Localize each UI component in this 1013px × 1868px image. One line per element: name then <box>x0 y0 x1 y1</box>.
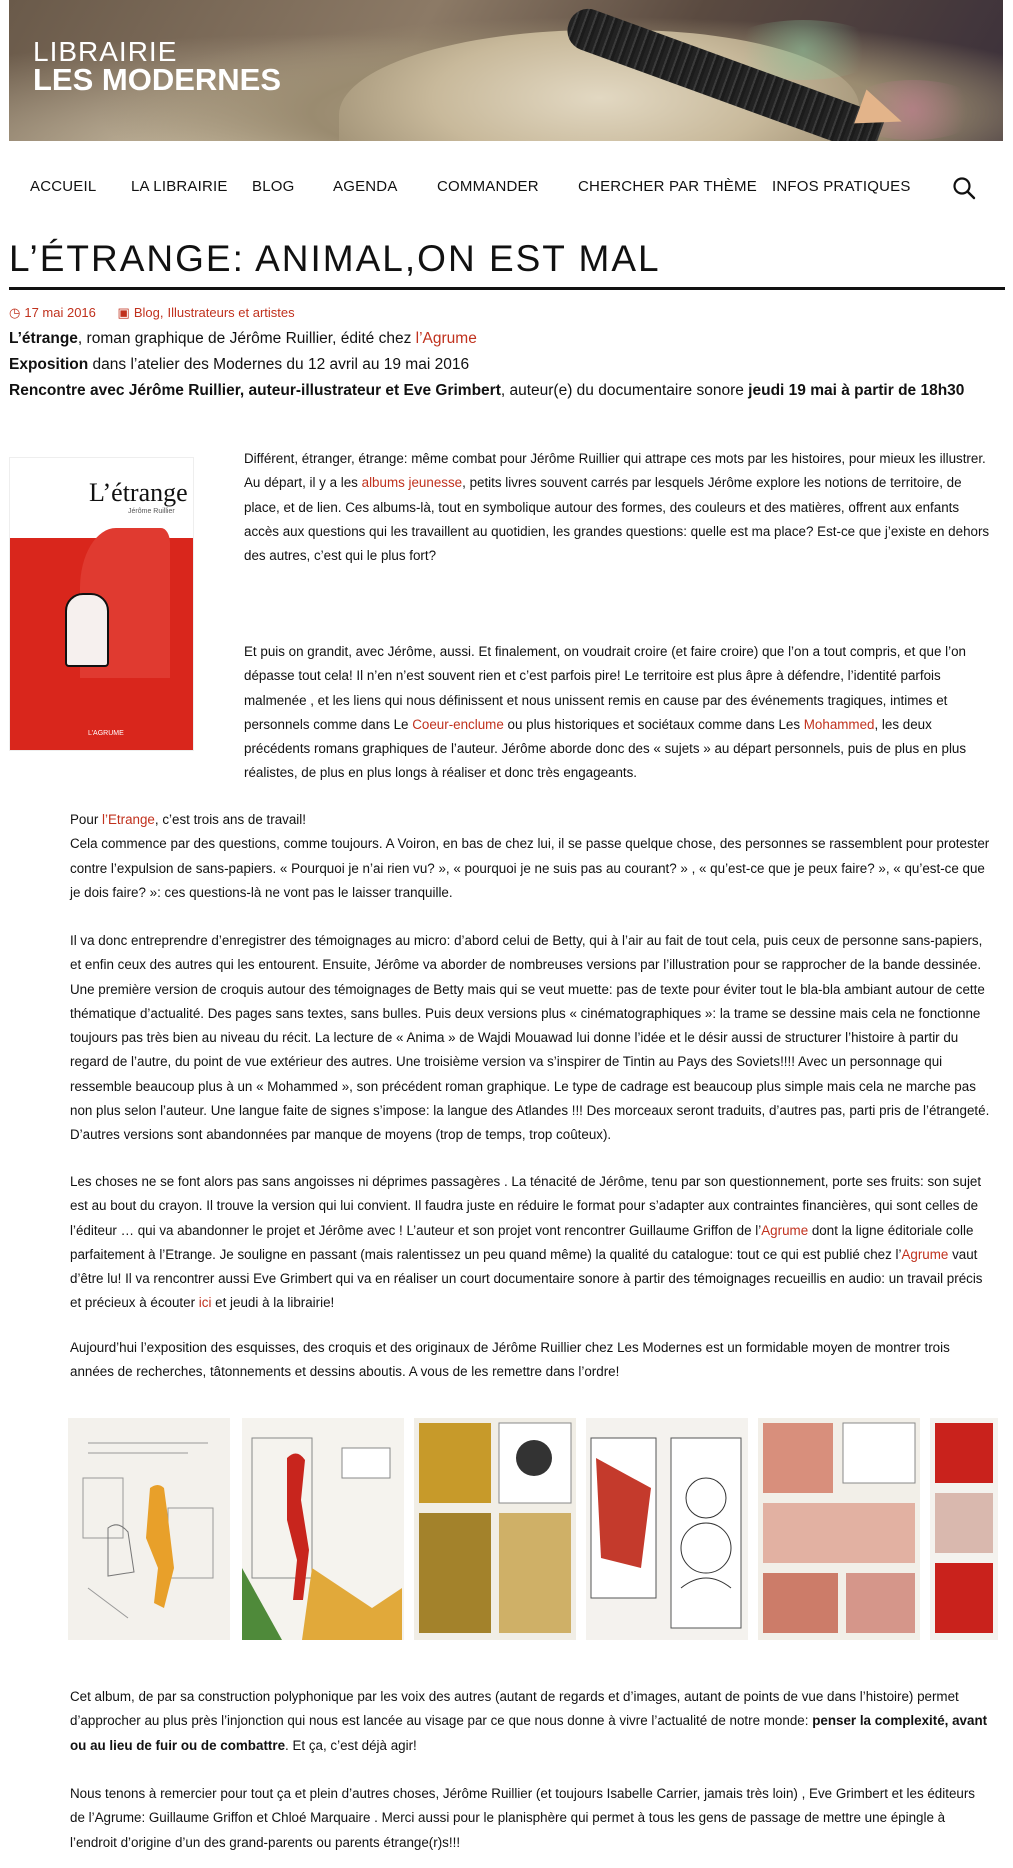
gallery-thumb-4[interactable] <box>586 1418 748 1640</box>
paragraph-5: Les choses ne se font alors pas sans angoisses ni déprimes passagères . La ténacité de Jérôme, tenu par son questionnement, porte ses fruits: son sujet est au bout du crayon. Il trouve la version qui lui convient. Il faudra juste en réduire le format pour s’adapter aux contraintes financières, qui sont celles de l’éditeur … qui va abandonner le projet et Jérôme avec ! L’auteur et son projet vont rencontrer Guillaume Griffon de l’Agrume dont la ligne éditoriale colle parfaitement à l’Etrange. Je souligne en passant (mais ralentissez un peu quand même) la qualité du catalogue: tout ce qui est publié chez l’Agrume vaut d’être lu! Il va rencontrer aussi Eve Grimbert qui va en réaliser un court documentaire sonore à partir des témoignages recueillis en audio: un travail précis et précieux à écouter ici et jeudi à la librairie! <box>70 1174 983 1311</box>
main-nav <box>0 170 1013 206</box>
category-illustrateurs[interactable]: Illustrateurs et artistes <box>167 305 295 320</box>
search-icon[interactable] <box>952 176 976 200</box>
link-ici[interactable]: ici <box>198 1295 212 1311</box>
post-title: L’ÉTRANGE: ANIMAL,ON EST MAL <box>9 238 661 279</box>
link-albums-jeunesse[interactable]: albums jeunesse <box>361 475 463 491</box>
intro-line-2: Exposition dans l’atelier des Modernes du 12 avril au 19 mai 2016 <box>9 356 470 373</box>
title-divider <box>9 287 1005 290</box>
nav-item-commander[interactable]: COMMANDER <box>437 178 539 195</box>
post-date[interactable]: 17 mai 2016 <box>24 305 96 320</box>
logo-line1: LIBRAIRIE <box>33 36 178 67</box>
cover-title: L’étrange <box>89 478 188 507</box>
nav-item-accueil[interactable]: ACCUEIL <box>30 178 97 195</box>
paragraph-3: Pour l’Etrange, c’est trois ans de travail! Cela commence par des questions, comme toujours. A Voiron, en bas de chez lui, il se passe quelque chose, des personnes se rassemblent pour protester contre l’expulsion de sans-papiers. « Pourquoi je n’ai rien vu? », « pourquoi je ne suis pas au courant? » , « qu’est-ce que je peux faire? », « qu’est-ce que je dois faire? »: ces questions-là ne vont pas le laisser tranquille. <box>70 812 990 900</box>
nav-item-la-librairie[interactable]: LA LIBRAIRIE <box>131 178 228 195</box>
nav-item-blog[interactable]: BLOG <box>252 178 295 195</box>
sketch-gallery <box>68 1418 998 1640</box>
nav-item-infos-pratiques[interactable]: INFOS PRATIQUES <box>772 178 911 195</box>
header-banner <box>9 0 1003 141</box>
paragraph-1: Différent, étranger, étrange: même combat pour Jérôme Ruillier qui attrape ces mots par les histoires, pour mieux les illustrer. Au départ, il y a les albums jeunesse, petits livres souvent carrés par lesquels Jérôme explore les notions de territoire, de place, et de lien. Ces albums-là, tout en symbolique autour des formes, des couleurs et des matières, offrent aux enfants accès aux questions qui les travaillent au quotidien, les grandes questions: quelle est ma place? Est-ce que j’existe en dehors des autres, c’est qui le plus fort? <box>244 451 990 564</box>
nav-item-chercher-par-theme[interactable]: CHERCHER PAR THÈME <box>578 178 757 195</box>
link-agrume-2[interactable]: Agrume <box>901 1246 949 1262</box>
cover-publisher: L’AGRUME <box>88 730 124 737</box>
paragraph-6: Aujourd’hui l’exposition des esquisses, des croquis et des originaux de Jérôme Ruillier chez Les Modernes est un formidable moyen de montrer trois années de recherches, tâtonnements et dessins aboutis. A vous de les remettre dans l’ordre! <box>70 1340 950 1380</box>
paragraph-4: Il va donc entreprendre d’enregistrer des témoignages au micro: d’abord celui de Betty, qui à l’air au fait de tout cela, puis ceux de personne sans-papiers, et enfin ceux des autres qui les entourent. Ensuite, Jérôme va aborder de nombreuses versions par l’illustration pour se rapprocher de la bande dessinée. Une première version de croquis autour des témoignages de Betty mais qui se veut muette: pas de texte pour éviter tout le bla-bla ambiant autour de cette thématique d’actualité. Des pages sans textes, sans bulles. Puis deux versions plus « cinématographiques »: la trame se dessine mais cela ne fonctionne toujours pas très bien au niveau du récit. La lecture de « Anima » de Wajdi Mouawad lui donne l’idée et le désir aussi de structurer l’histoire à partir du regard de l’autre, du point de vue extérieur des autres. Une troisième version va s’inspirer de Tintin au Pays des Soviets!!!! Avec un personnage qui ressemble beaucoup plus à un « Mohammed », son précédent roman graphique. Le type de cadrage est beaucoup plus simple mais cela ne marche pas non plus selon l’auteur. Une langue faite de signes s’impose: la langue des Atlandes !!! Des morceaux seront traduits, d’autres pas, parti pris de l’étrangeté. D’autres versions sont abandonnées par manque de moyens (trop de temps, trop coûteux). <box>70 933 990 1143</box>
link-agrume-1[interactable]: Agrume <box>761 1222 809 1238</box>
gallery-thumb-6[interactable] <box>930 1418 998 1640</box>
logo-line2: LES MODERNES <box>33 62 282 97</box>
category-blog[interactable]: Blog <box>133 305 160 320</box>
link-coeur-enclume[interactable]: Coeur-enclume <box>412 716 504 732</box>
gallery-thumb-5[interactable] <box>758 1418 920 1640</box>
cover-figure <box>65 593 109 667</box>
nav-item-agenda[interactable]: AGENDA <box>333 178 398 195</box>
link-agrume-intro[interactable]: l’Agrume <box>415 330 477 347</box>
link-letrange[interactable]: l’Etrange <box>102 812 155 827</box>
intro-line-1: L’étrange, roman graphique de Jérôme Ruillier, édité chez l’Agrume <box>9 330 477 347</box>
paragraph-8: Nous tenons à remercier pour tout ça et plein d’autres choses, Jérôme Ruillier (et toujours Isabelle Carrier, jamais très loin) , Eve Grimbert et les éditeurs de l’Agrume: Guillaume Griffon et Chloé Marquaire . Merci aussi pour le planisphère qui permet à tous les gens de passage de mettre une épingle à l’endroit d’origine d’un des grand-parents ou parents étrange(r)s!!! <box>70 1786 975 1850</box>
gallery-thumb-2[interactable] <box>242 1418 404 1640</box>
paragraph-2: Et puis on grandit, avec Jérôme, aussi. Et finalement, on voudrait croire (et faire croire) que l’on a tout compris, et que l’on dépasse tout cela! Il n’en n’est souvent rien et c’est parfois pire! Le territoire est plus âpre à défendre, l’identité parfois malmenée , et les liens qui nous définissent et nous unissent remis en cause par des événements tragiques, intimes et personnels comme dans Le Coeur-enclume ou plus historiques et sociétaux comme dans Les Mohammed, les deux précédents romans graphiques de l’auteur. Jérôme aborde donc des « sujets » au départ personnels, puis de plus en plus réalistes, de plus en plus longs à réaliser et donc très engageants. <box>244 644 967 781</box>
folder-icon: ▣ <box>117 305 130 320</box>
post-meta: ◷ 17 mai 2016 ▣ Blog, Illustrateurs et artistes <box>9 305 295 320</box>
clock-icon: ◷ <box>9 305 21 320</box>
post-intro <box>9 326 999 404</box>
gallery-thumb-3[interactable] <box>414 1418 576 1640</box>
intro-line-3: Rencontre avec Jérôme Ruillier, auteur-illustrateur et Eve Grimbert, auteur(e) du documentaire sonore jeudi 19 mai à partir de 18h30 <box>9 382 965 399</box>
gallery-thumb-1[interactable] <box>68 1418 230 1640</box>
cover-author: Jérôme Ruillier <box>128 508 175 515</box>
site-logo[interactable] <box>33 36 282 97</box>
link-mohammed[interactable]: Mohammed <box>803 716 875 732</box>
paragraph-7: Cet album, de par sa construction polyphonique par les voix des autres (autant de regards et d’images, autant de points de vue dans l’histoire) permet d’approcher au plus près l’injonction qui nous est lancée au visage par ce que nous donne à vivre l’actualité de notre monde: penser la complexité, avant ou au lieu de fuir ou de combattre. Et ça, c’est déjà agir! <box>70 1689 988 1753</box>
book-cover-image[interactable] <box>9 457 194 751</box>
